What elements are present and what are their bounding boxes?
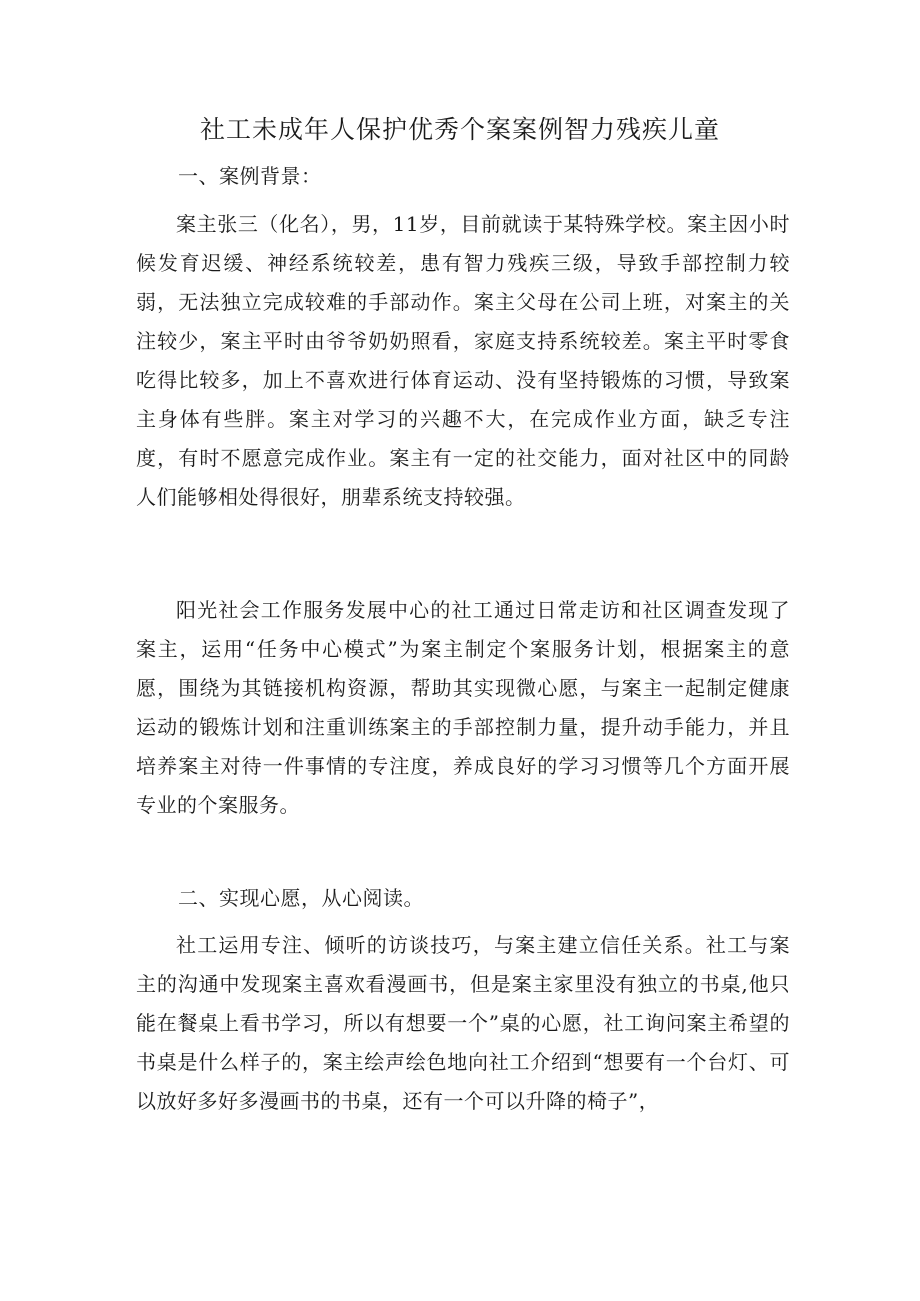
paragraph-case-background: 案主张三（化名），男，11岁，目前就读于某特殊学校。案主因小时候发育迟缓、神经系统较差，患有智力残疾三级，导致手部控制力较弱，无法独立完成较难的手部动作。案主父母在公司上班，对案主的关注较少，案主平时由爷爷奶奶照看，家庭支持系统较差。案主平时零食吃得比较多，加上不喜欢进行体育运动、没有坚持锻炼的习惯，导致案主身体有些胖。案主对学习的兴趣不大，在完成作业方面，缺乏专注度，有时不愿意完成作业。案主有一定的社交能力，面对社区中的同龄人们能够相处得很好，朋辈系统支持较强。	[136, 212, 790, 509]
section-heading-background: 一、案例背景：	[178, 164, 322, 188]
section-heading-wish: 二、实现心愿，从心阅读。	[178, 886, 424, 910]
paragraph-wish-desk: 社工运用专注、倾听的访谈技巧，与案主建立信任关系。社工与案主的沟通中发现案主喜欢看漫画书，但是案主家里没有独立的书桌,他只能在餐桌上看书学习，所以有想要一个”桌的心愿，社工询问案主希望的书桌是什么样子的，案主绘声绘色地向社工介绍到“想要有一个台灯、可以放好多好多漫画书的书桌，还有一个可以升降的椅子”，	[136, 933, 790, 1113]
paragraph-service-plan: 阳光社会工作服务发展中心的社工通过日常走访和社区调查发现了案主，运用“任务中心模式”为案主制定个案服务计划，根据案主的意愿，围绕为其链接机构资源，帮助其实现微心愿，与案主一起制定健康运动的锻炼计划和注重训练案主的手部控制力量，提升动手能力，并且培养案主对待一件事情的专注度，养成良好的学习习惯等几个方面开展专业的个案服务。	[136, 598, 790, 817]
document-title: 社工未成年人保护优秀个案案例智力残疾儿童	[199, 115, 720, 144]
